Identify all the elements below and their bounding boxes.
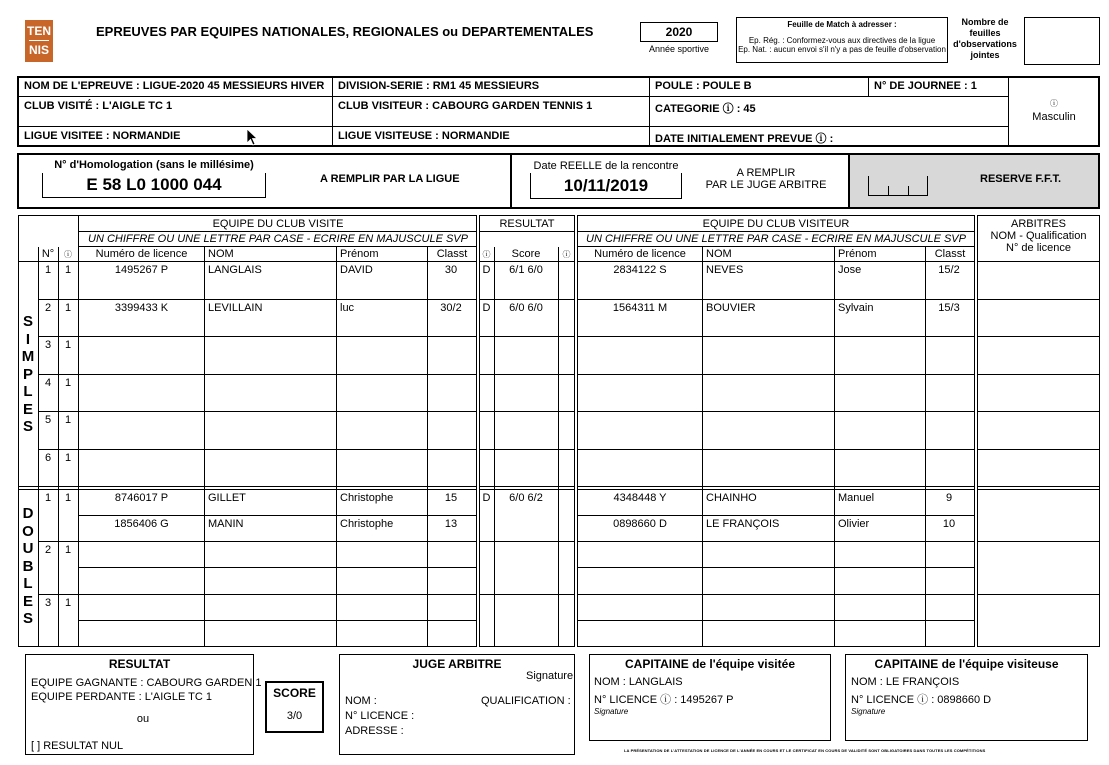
epreuve-field[interactable]: NOM DE L'EPREUVE : LIGUE-2020 45 MESSIEURS HIVER xyxy=(24,80,325,92)
cap-visite-signature: Signature xyxy=(594,707,629,716)
club-visite-field[interactable]: CLUB VISITÉ : L'AIGLE TC 1 xyxy=(24,100,173,112)
simple-classt-visiteur[interactable]: 15/2 xyxy=(938,264,960,276)
double-result-code[interactable]: D xyxy=(482,492,491,504)
visite-section xyxy=(18,215,477,647)
ja-adresse[interactable]: ADRESSE : xyxy=(345,725,404,737)
doubles-letter: O xyxy=(22,522,34,540)
col-num-header: N° xyxy=(41,248,55,260)
journee-field[interactable]: N° DE JOURNEE : 1 xyxy=(874,80,977,92)
simples-letter: P xyxy=(22,365,33,383)
club-visiteur-field[interactable]: CLUB VISITEUR : CABOURG GARDEN TENNIS 1 xyxy=(338,100,593,112)
info-icon: ⓘ xyxy=(1050,99,1058,108)
cap-visiteur-nom[interactable]: NOM : LE FRANÇOIS xyxy=(851,676,960,688)
simple-cat: 1 xyxy=(64,264,72,276)
score-value[interactable]: 3/0 xyxy=(286,710,303,722)
col-res-info-header: ⓘ xyxy=(482,250,491,259)
cap-visite-licence[interactable]: N° LICENCE ⓘ : 1495267 P xyxy=(594,694,734,706)
arbitres-subheader-2: N° de licence xyxy=(1006,242,1071,254)
categorie-field[interactable]: CATEGORIE ⓘ : 45 xyxy=(655,103,756,115)
cap-visiteur-licence[interactable]: N° LICENCE ⓘ : 0898660 D xyxy=(851,694,992,706)
simple-num: 4 xyxy=(44,376,52,389)
cap-visiteur-title: CAPITAINE de l'équipe visiteuse xyxy=(874,657,1059,671)
poule-field[interactable]: POULE : POULE B xyxy=(655,80,752,92)
double-licence-visiteur[interactable]: 4348448 Y xyxy=(613,492,667,504)
double-classt-visiteur[interactable]: 9 xyxy=(945,492,953,504)
double-classt-visite[interactable]: 13 xyxy=(444,518,458,530)
simples-letter: I xyxy=(25,330,31,348)
double-nom-visite[interactable]: GILLET xyxy=(208,492,246,504)
simple-score[interactable]: 6/1 6/0 xyxy=(509,264,543,276)
doubles-letter: U xyxy=(22,540,34,557)
instruction-visite: UN CHIFFRE OU UNE LETTRE PAR CASE - ECRIRE EN MAJUSCULE SVP xyxy=(88,233,468,245)
club-visite-header: EQUIPE DU CLUB VISITE xyxy=(212,218,344,230)
feuille-title: Feuille de Match à adresser : xyxy=(787,20,897,29)
ja-nom[interactable]: NOM : xyxy=(345,695,377,707)
simple-result-code[interactable]: D xyxy=(482,264,491,276)
double-licence-visite[interactable]: 8746017 P xyxy=(114,492,169,504)
double-prenom-visiteur[interactable]: Manuel xyxy=(838,492,875,504)
obs-line2: feuilles xyxy=(969,28,1001,38)
obs-line4: jointes xyxy=(970,50,1000,60)
ja-note-1: A REMPLIR xyxy=(736,167,796,179)
arbitres-header: ARBITRES xyxy=(1010,218,1066,230)
club-visiteur-header: EQUIPE DU CLUB VISITEUR xyxy=(702,218,850,230)
simple-prenom-visite[interactable]: luc xyxy=(340,301,355,314)
obs-line3: d'observations xyxy=(953,39,1017,49)
double-num: 2 xyxy=(44,544,52,557)
col-licence-header-a: Numéro de licence xyxy=(95,248,188,260)
ja-licence[interactable]: N° LICENCE : xyxy=(345,710,415,722)
double-nom-visiteur[interactable]: LE FRANÇOIS xyxy=(706,518,780,530)
simple-cat: 1 xyxy=(64,301,72,314)
instruction-visiteur: UN CHIFFRE OU UNE LETTRE PAR CASE - ECRIRE EN MAJUSCULE SVP xyxy=(586,233,966,245)
division-field[interactable]: DIVISION-SERIE : RM1 45 MESSIEURS xyxy=(338,80,540,92)
double-score[interactable]: 6/0 6/2 xyxy=(509,492,543,504)
simple-licence-visite[interactable]: 3399433 K xyxy=(114,301,169,314)
year-caption: Année sportive xyxy=(648,44,710,54)
simple-classt-visiteur[interactable]: 15/3 xyxy=(938,301,960,314)
simple-num: 3 xyxy=(44,339,52,351)
resultat-nul-checkbox[interactable]: [ ] RESULTAT NUL xyxy=(31,740,124,752)
feuille-line1: Ep. Rég. : Conformez-vous aux directives de la ligue xyxy=(748,36,936,45)
reserve-fft-boxes[interactable] xyxy=(868,176,928,196)
logo-bottom-text: NIS xyxy=(28,43,49,57)
homologation-value: E 58 L0 1000 044 xyxy=(86,175,222,194)
double-num: 1 xyxy=(44,492,52,504)
col-info-header: ⓘ xyxy=(64,250,72,259)
cap-visite-title: CAPITAINE de l'équipe visitée xyxy=(624,657,795,671)
simple-nom-visiteur[interactable]: BOUVIER xyxy=(706,301,756,314)
ou-label: ou xyxy=(136,713,150,725)
sexe-field[interactable]: Masculin xyxy=(1032,111,1076,123)
simple-num: 2 xyxy=(44,301,52,314)
cap-visiteur-signature: Signature xyxy=(851,707,886,716)
date-reelle-label: Date REELLE de la rencontre xyxy=(533,160,679,172)
simple-classt-visite[interactable]: 30 xyxy=(444,264,458,276)
form-title: EPREUVES PAR EQUIPES NATIONALES, REGIONALES ou DEPARTEMENTALES xyxy=(96,24,594,39)
double-licence-visite[interactable]: 1856406 G xyxy=(114,518,169,530)
simple-cat: 1 xyxy=(64,451,72,464)
cap-visite-nom[interactable]: NOM : LANGLAIS xyxy=(594,676,683,688)
simple-licence-visiteur[interactable]: 2834122 S xyxy=(613,264,667,276)
double-nom-visiteur[interactable]: CHAINHO xyxy=(706,492,757,504)
double-classt-visiteur[interactable]: 10 xyxy=(942,518,956,530)
doubles-letter: S xyxy=(22,610,33,627)
col-score-info-header: ⓘ xyxy=(562,250,571,259)
double-cat: 1 xyxy=(64,492,72,504)
col-nom-header-b: NOM xyxy=(706,248,732,260)
simple-prenom-visite[interactable]: DAVID xyxy=(340,264,373,276)
feuille-line2: Ep. Nat. : aucun envoi s'il n'y a pas de feuille d'observation xyxy=(738,45,946,54)
double-nom-visite[interactable]: MANIN xyxy=(208,518,244,530)
observations-count-field[interactable] xyxy=(1024,17,1100,65)
col-licence-header-b: Numéro de licence xyxy=(594,248,686,260)
doubles-letter: D xyxy=(22,505,34,522)
arbitres-subheader-1: NOM - Qualification xyxy=(990,230,1087,242)
double-prenom-visite[interactable]: Christophe xyxy=(340,492,394,504)
doubles-letter: L xyxy=(23,575,33,592)
simple-nom-visite[interactable]: LEVILLAIN xyxy=(208,301,263,314)
equipe-gagnante[interactable]: EQUIPE GAGNANTE : CABOURG GARDEN 1 xyxy=(31,677,262,689)
simples-letter: M xyxy=(21,348,35,365)
mouse-cursor-icon xyxy=(246,128,258,146)
double-licence-visiteur[interactable]: 0898660 D xyxy=(613,518,667,530)
simple-num: 6 xyxy=(44,451,52,464)
observations-label xyxy=(950,17,1020,61)
double-classt-visite[interactable]: 15 xyxy=(444,492,458,504)
simple-classt-visite[interactable]: 30/2 xyxy=(440,301,462,314)
simple-nom-visite[interactable]: LANGLAIS xyxy=(208,264,262,276)
simple-prenom-visiteur[interactable]: Jose xyxy=(838,264,862,276)
double-cat: 1 xyxy=(64,544,72,557)
simple-cat: 1 xyxy=(64,376,72,389)
ligue-visitee-field[interactable]: LIGUE VISITEE : NORMANDIE xyxy=(24,130,181,142)
col-prenom-header-a: Prénom xyxy=(340,248,379,260)
simple-num: 5 xyxy=(44,414,52,426)
doubles-letter: B xyxy=(22,557,34,575)
double-num: 3 xyxy=(44,596,52,609)
simple-licence-visite[interactable]: 1495267 P xyxy=(114,264,169,276)
simple-nom-visiteur[interactable]: NEVES xyxy=(706,264,744,276)
double-prenom-visiteur[interactable]: Olivier xyxy=(838,518,870,530)
logo-top-text: TEN xyxy=(27,24,51,38)
date-prevue-field[interactable]: DATE INITIALEMENT PREVUE ⓘ : xyxy=(655,133,834,145)
homologation-field[interactable] xyxy=(42,173,266,198)
simples-letter: S xyxy=(22,313,33,330)
simple-cat: 1 xyxy=(64,414,72,426)
small-print: LA PRÉSENTATION DE L'ATTESTATION DE LICENCE DE L'ANNÉE EN COURS ET LE CERTIFICAT EN COURS DE VALIDITÉ SONT OBLIGATOIRES DANS TOUTES LES COMPÉTITIONS xyxy=(624,748,986,753)
col-classt-header-a: Classt xyxy=(436,248,468,260)
equipe-perdante[interactable]: EQUIPE PERDANTE : L'AIGLE TC 1 xyxy=(31,691,213,703)
feuille-envoi-box xyxy=(736,17,948,63)
year-value: 2020 xyxy=(665,25,693,39)
score-title: SCORE xyxy=(273,686,316,700)
ja-note-2: PAR LE JUGE ARBITRE xyxy=(705,179,827,191)
ja-title: JUGE ARBITRE xyxy=(412,657,502,671)
homologation-label: N° d'Homologation (sans le millésime) xyxy=(54,159,254,171)
date-reelle-field[interactable] xyxy=(530,173,682,199)
arbitres-section xyxy=(977,215,1100,647)
col-nom-header-a: NOM xyxy=(208,248,234,260)
simple-score[interactable]: 6/0 6/0 xyxy=(509,301,543,314)
double-cat: 1 xyxy=(64,596,72,609)
ligue-note: A REMPLIR PAR LA LIGUE xyxy=(320,173,460,185)
simples-letter: L xyxy=(23,383,33,400)
col-classt-header-b: Classt xyxy=(934,248,966,260)
simples-letter: S xyxy=(22,418,33,435)
resultat-title: RESULTAT xyxy=(108,657,171,671)
simple-result-code[interactable]: D xyxy=(482,301,491,314)
year-field[interactable] xyxy=(640,22,718,42)
date-reelle-value: 10/11/2019 xyxy=(563,176,649,195)
reserve-fft-label: RESERVE F.F.T. xyxy=(980,173,1062,185)
doubles-letter: E xyxy=(22,592,33,610)
ja-signature: Signature xyxy=(526,670,574,682)
col-score-header: Score xyxy=(511,248,541,260)
ligue-visiteuse-field[interactable]: LIGUE VISITEUSE : NORMANDIE xyxy=(338,130,510,142)
double-prenom-visite[interactable]: Christophe xyxy=(340,518,394,530)
simple-num: 1 xyxy=(44,264,52,276)
fft-logo xyxy=(25,20,53,62)
ja-qualification[interactable]: QUALIFICATION : xyxy=(481,695,571,707)
resultat-header: RESULTAT xyxy=(499,218,555,230)
simples-letter: E xyxy=(22,400,33,418)
visiteur-section xyxy=(577,215,975,647)
simple-licence-visiteur[interactable]: 1564311 M xyxy=(612,301,668,314)
col-prenom-header-b: Prénom xyxy=(838,248,877,260)
simple-cat: 1 xyxy=(64,339,72,351)
obs-line1: Nombre de xyxy=(961,17,1009,27)
simple-prenom-visiteur[interactable]: Sylvain xyxy=(838,301,874,314)
